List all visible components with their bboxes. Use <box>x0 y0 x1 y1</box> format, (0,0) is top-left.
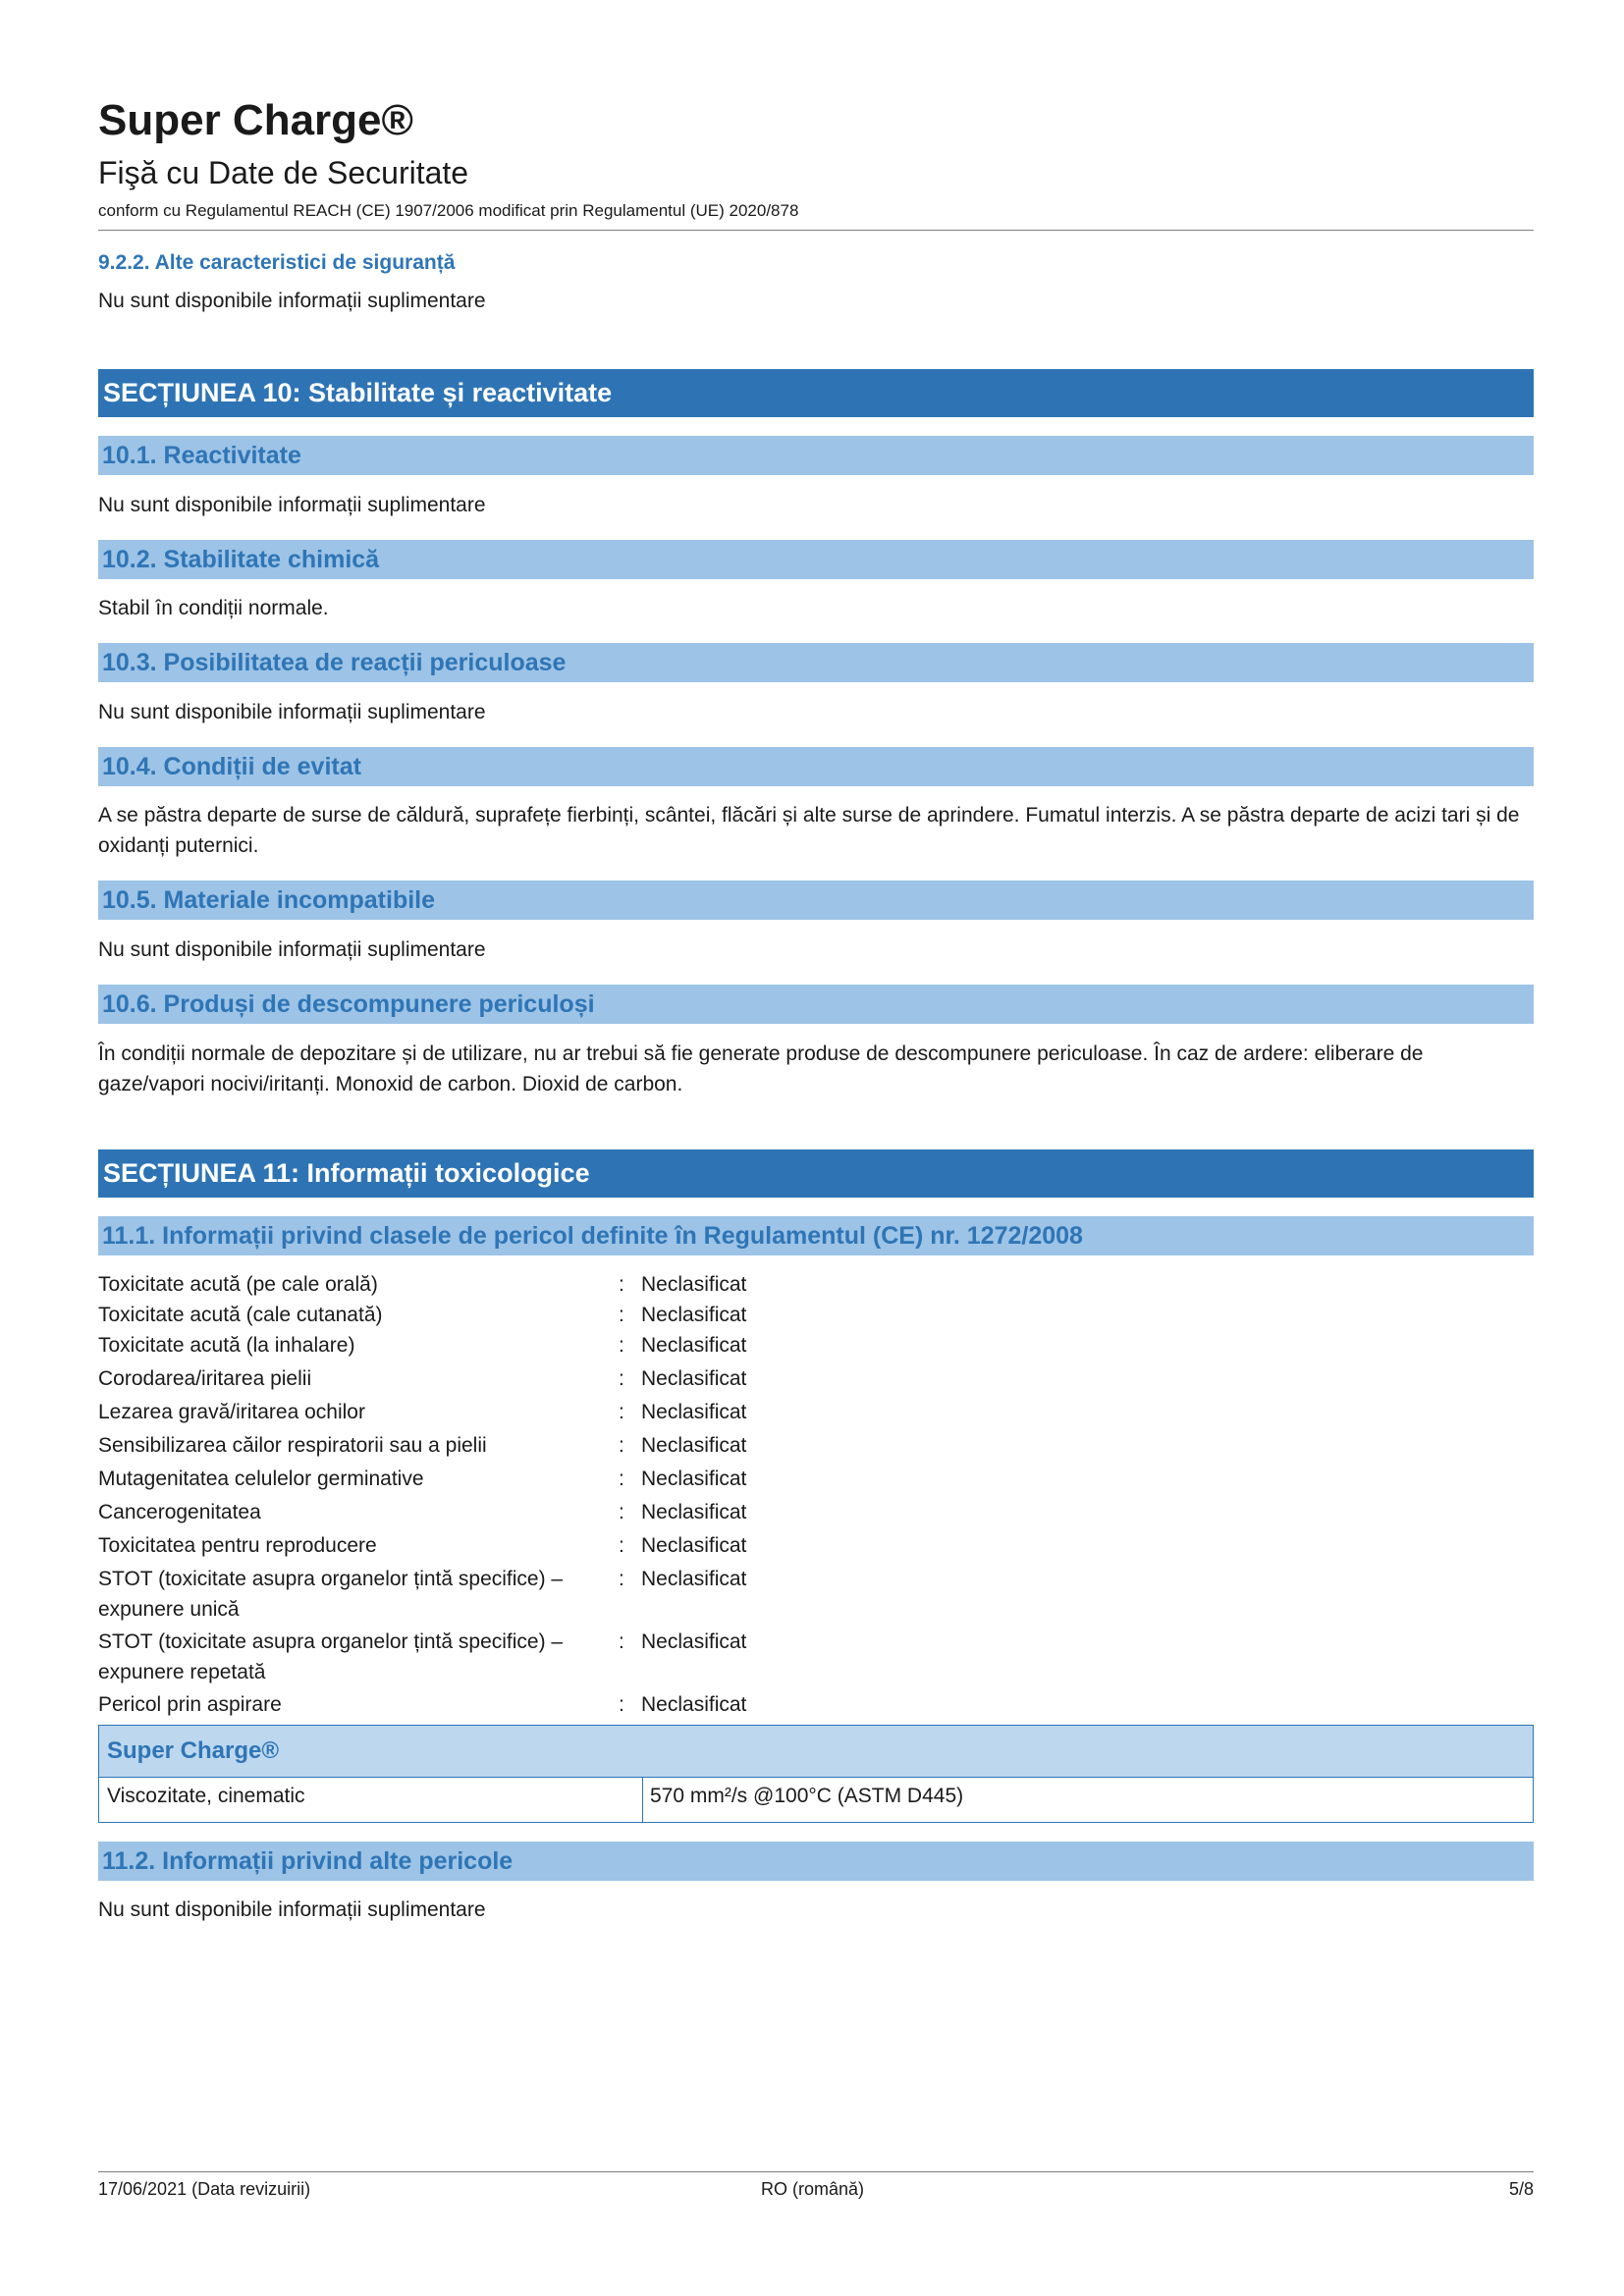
tox-colon: : <box>619 1501 624 1523</box>
tox-colon: : <box>619 1273 624 1296</box>
tox-value: Neclasificat <box>641 1630 747 1653</box>
table-divider <box>99 1777 1533 1778</box>
subsection-10-1-title: 10.1. Reactivitate <box>98 436 1534 475</box>
footer-divider <box>98 2171 1534 2172</box>
tox-label: Cancerogenitatea <box>98 1501 261 1523</box>
tox-value: Neclasificat <box>641 1304 747 1326</box>
footer-page-number: 5/8 <box>1508 2179 1534 2199</box>
tox-value: Neclasificat <box>641 1468 747 1490</box>
subsection-11-2-text: Nu sunt disponibile informații suplimentare <box>98 1898 486 1921</box>
subsection-10-5-title: 10.5. Materiale incompatibile <box>98 881 1534 920</box>
subsection-10-2-title: 10.2. Stabilitate chimică <box>98 540 1534 579</box>
tox-label: Toxicitate acută (cale cutanată) <box>98 1304 383 1326</box>
tox-value: Neclasificat <box>641 1273 747 1296</box>
tox-colon: : <box>619 1334 624 1357</box>
tox-value: Neclasificat <box>641 1501 747 1523</box>
header-divider <box>98 230 1534 231</box>
subsection-10-4-title: 10.4. Condiții de evitat <box>98 747 1534 786</box>
tox-colon: : <box>619 1434 624 1457</box>
tox-label: Toxicitate acută (pe cale orală) <box>98 1273 378 1296</box>
footer-language: RO (română) <box>761 2179 865 2199</box>
section-11-title: SECȚIUNEA 11: Informații toxicologice <box>98 1149 1534 1198</box>
tox-colon: : <box>619 1304 624 1326</box>
product-title: Super Charge® <box>98 96 413 144</box>
tox-colon: : <box>619 1693 624 1716</box>
regulation-note: conform cu Regulamentul REACH (CE) 1907/2006 modificat prin Regulamentul (UE) 2020/878 <box>98 201 799 220</box>
tox-label: STOT (toxicitate asupra organelor țintă specifice) – expunere unică <box>98 1568 564 1621</box>
table-cell-label: Viscozitate, cinematic <box>107 1785 305 1807</box>
tox-value: Neclasificat <box>641 1334 747 1357</box>
tox-colon: : <box>619 1534 624 1557</box>
tox-label: Mutagenitatea celulelor germinative <box>98 1468 424 1490</box>
subsection-10-5-text: Nu sunt disponibile informații suplimentare <box>98 938 486 961</box>
footer-revision-date: 17/06/2021 (Data revizuirii) <box>98 2179 311 2199</box>
subsection-10-2-text: Stabil în condiții normale. <box>98 597 329 619</box>
tox-label: Toxicitatea pentru reproducere <box>98 1534 377 1557</box>
subsection-9-2-2-text: Nu sunt disponibile informații suplimentare <box>98 290 486 312</box>
tox-label: Sensibilizarea căilor respiratorii sau a pielii <box>98 1434 487 1457</box>
tox-label: STOT (toxicitate asupra organelor țintă specifice) – expunere repetată <box>98 1630 564 1683</box>
tox-colon: : <box>619 1568 624 1590</box>
subsection-10-6-text: În condiții normale de depozitare și de utilizare, nu ar trebui să fie generate produse de descompunere periculoase. În caz de ardere: eliberare de gaze/vapori nocivi/iritanți. Monoxid de carbon. Dioxid de carbon. <box>98 1042 1424 1095</box>
document-type: Fişă cu Date de Securitate <box>98 155 469 190</box>
tox-colon: : <box>619 1401 624 1423</box>
subsection-11-1-title: 11.1. Informații privind clasele de pericol definite în Regulamentul (CE) nr. 1272/2008 <box>98 1216 1534 1255</box>
tox-value: Neclasificat <box>641 1434 747 1457</box>
tox-value: Neclasificat <box>641 1401 747 1423</box>
tox-value: Neclasificat <box>641 1568 747 1590</box>
subsection-9-2-2-heading: 9.2.2. Alte caracteristici de siguranță <box>98 251 456 274</box>
sds-page <box>98 0 1534 2296</box>
subsection-10-3-title: 10.3. Posibilitatea de reacții periculoase <box>98 643 1534 682</box>
tox-colon: : <box>619 1367 624 1390</box>
tox-label: Corodarea/iritarea pielii <box>98 1367 312 1390</box>
tox-label: Pericol prin aspirare <box>98 1693 282 1716</box>
product-property-table <box>98 1725 1534 1823</box>
subsection-10-4-text: A se păstra departe de surse de căldură, suprafețe fierbinți, scântei, flăcări și alte surse de aprindere. Fumatul interzis. A se păstra departe de acizi tari și de oxidanți puternici. <box>98 804 1520 857</box>
tox-label: Lezarea gravă/iritarea ochilor <box>98 1401 365 1423</box>
section-10-title: SECȚIUNEA 10: Stabilitate și reactivitate <box>98 369 1534 417</box>
tox-value: Neclasificat <box>641 1693 747 1716</box>
table-header: Super Charge® <box>99 1726 1533 1777</box>
tox-colon: : <box>619 1468 624 1490</box>
table-cell-value: 570 mm²/s @100°C (ASTM D445) <box>650 1785 964 1807</box>
subsection-11-2-title: 11.2. Informații privind alte pericole <box>98 1842 1534 1881</box>
tox-colon: : <box>619 1630 624 1653</box>
tox-value: Neclasificat <box>641 1367 747 1390</box>
subsection-10-3-text: Nu sunt disponibile informații suplimentare <box>98 701 486 723</box>
subsection-10-6-title: 10.6. Produși de descompunere periculoși <box>98 985 1534 1024</box>
tox-label: Toxicitate acută (la inhalare) <box>98 1334 355 1357</box>
tox-value: Neclasificat <box>641 1534 747 1557</box>
table-column-divider <box>642 1777 643 1822</box>
subsection-10-1-text: Nu sunt disponibile informații suplimentare <box>98 494 486 516</box>
